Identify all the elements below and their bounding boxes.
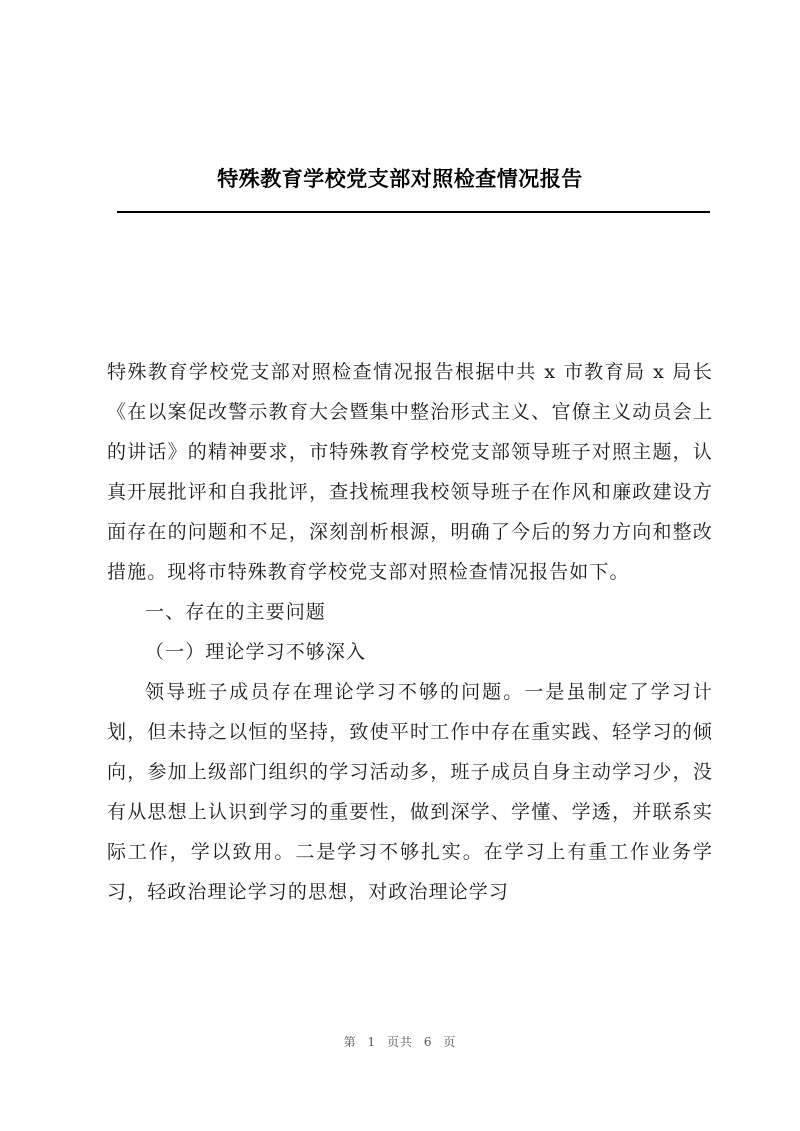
intro-paragraph: 特殊教育学校党支部对照检查情况报告根据中共 x 市教育局 x 局长《在以案促改警示教育大会暨集中整治形式主义、官僚主义动员会上的讲话》的精神要求，市特殊教育学校党支部领导班子对照主题，认真开展批评和自我批评，查找梳理我校领导班子在作风和廉政建设方面存在的问题和不足，深刻剖析根源，明确了今后的努力方向和整改措施。现将市特殊教育学校党支部对照检查情况报告如下。 <box>107 361 713 583</box>
document-title: 特殊教育学校党支部对照检查情况报告 <box>217 166 583 191</box>
subsection-paragraph: 领导班子成员存在理论学习不够的问题。一是虽制定了学习计划，但未持之以恒的坚持，致使平时工作中存在重实践、轻学习的倾向，参加上级部门组织的学习活动多，班子成员自身主动学习少，没有从思想上认识到学习的重要性，做到深学、学懂、学透，并联系实际工作，学以致用。二是学习不够扎实。在学习上有重工作业务学习，轻政治理论学习的思想，对政治理论学习 <box>107 681 713 903</box>
footer-prefix: 第 <box>343 1035 357 1049</box>
subsection-heading: （一）理论学习不够深入 <box>145 641 367 663</box>
footer-current-page: 1 <box>367 1035 377 1049</box>
document-body <box>107 352 713 912</box>
title-divider <box>117 211 710 213</box>
footer-total-pages: 6 <box>423 1035 433 1049</box>
footer-middle: 页共 <box>386 1035 413 1049</box>
footer-suffix: 页 <box>443 1035 457 1049</box>
section-heading: 一、存在的主要问题 <box>145 601 326 623</box>
page-footer <box>0 1033 800 1050</box>
